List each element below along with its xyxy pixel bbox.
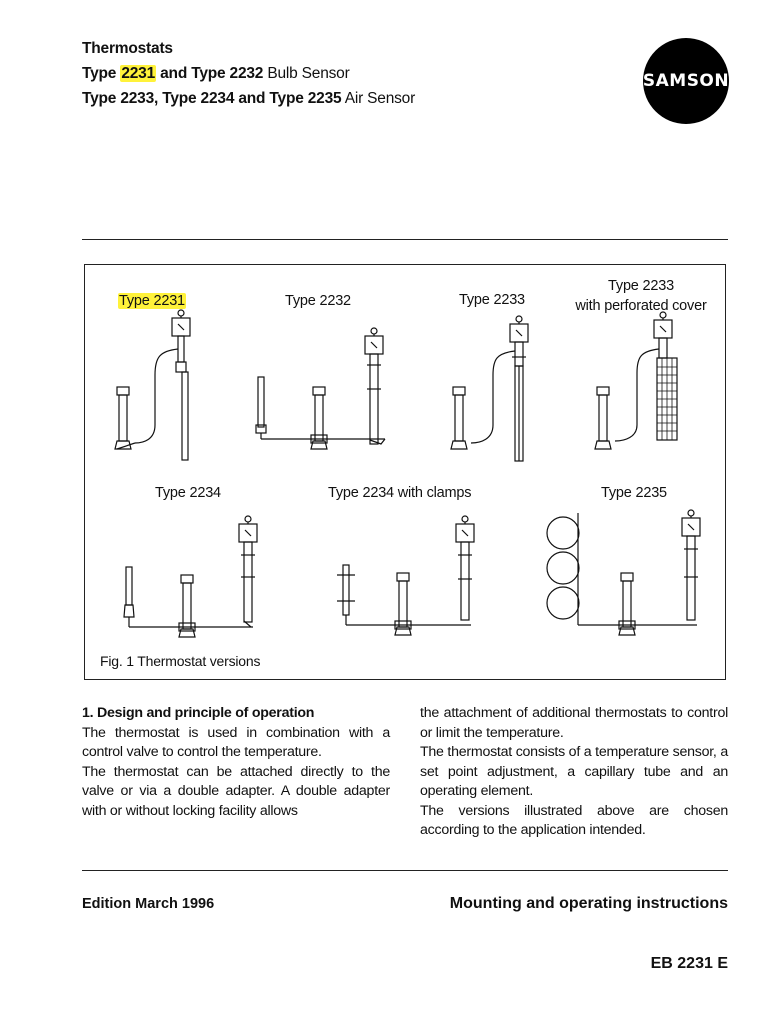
bulb-sensor-text: Bulb Sensor [263,65,350,82]
top-divider [82,239,728,240]
drawing-type-2235 [547,510,700,635]
text-column-left [82,704,390,821]
label-type-2234-clamps: Type 2234 with clamps [328,485,472,501]
paragraph-1: The thermostat is used in combination with a control valve to control the temperature. [82,724,390,760]
label-type-2231 [118,293,186,309]
figure-thermostat-versions [84,264,726,680]
label-type-2233-perforated [567,276,715,316]
drawing-type-2233-perforated [595,312,677,449]
label-type-2232: Type 2232 [285,293,351,309]
document-number: EB 2231 E [650,955,728,972]
bottom-divider [82,870,728,871]
drawing-type-2234 [124,516,257,637]
label-type-2231-text: Type 2231 [119,293,185,309]
type-prefix: Type [82,65,121,82]
air-sensor-types: Type 2233, Type 2234 and Type 2235 [82,90,342,107]
label-type-2233-perforated-line1: Type 2233 [608,278,674,294]
drawing-type-2233 [451,316,528,461]
thermostat-drawings [85,265,727,681]
doc-title: Thermostats [82,40,173,57]
drawing-type-2232 [256,328,385,449]
label-type-2234: Type 2234 [155,485,221,501]
logo-text: SAMSON [642,71,730,91]
samson-logo [643,38,729,124]
paragraph-3: the attachment of additional thermostats to control or limit the temperature. [420,705,728,741]
label-type-2233-perforated-line2: with perforated cover [575,298,707,314]
section-heading: 1. Design and principle of operation [82,705,315,721]
text-column-right [420,704,728,841]
highlighted-type-number: 2231 [121,65,156,82]
drawing-type-2231 [115,310,190,460]
paragraph-5: The versions illustrated above are chosen according to the application intended. [420,802,728,838]
figure-caption: Fig. 1 Thermostat versions [100,653,261,669]
paragraph-4: The thermostat consists of a temperature sensor, a set point adjustment, a capillary tube and an operating element. [420,744,728,799]
document-header [82,36,415,111]
drawing-type-2234-clamps [337,516,474,635]
label-type-2233: Type 2233 [459,292,525,308]
document-type-title: Mounting and operating instructions [449,895,728,912]
paragraph-2: The thermostat can be attached directly to the valve or via a double adapter. A double adapter with or without locking facility allows [82,763,390,819]
edition-date: Edition March 1996 [82,896,215,912]
type-2232-text: and Type 2232 [156,65,264,82]
air-sensor-text: Air Sensor [341,90,416,107]
label-type-2235: Type 2235 [601,485,667,501]
